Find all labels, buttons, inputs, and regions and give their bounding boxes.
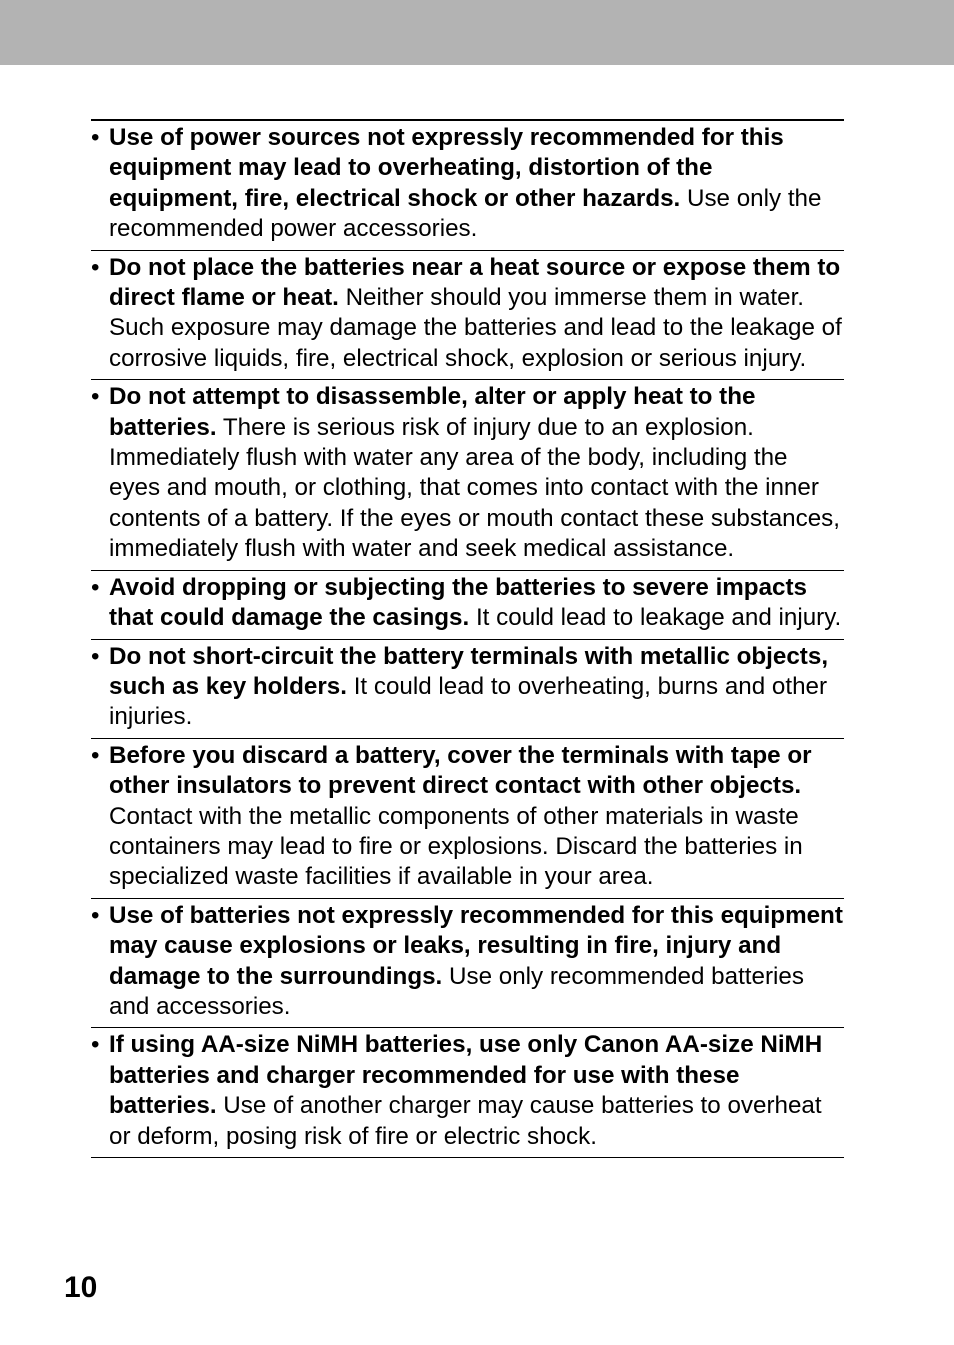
bullet: • [91,1031,100,1059]
bullet: • [91,573,100,601]
header-bar [0,0,954,65]
warning-bold-text: Use of batteries not expressly recommended for this equipment may cause explosions or leaks, resulting in fire, injury and damage to the surroundings. [109,901,843,990]
warning-text: It could lead to overheating, burns and other injuries. [109,672,828,731]
warning-text: Use only the recommended power accessories. [109,184,822,243]
warning-text: There is serious risk of injury due to an explosion. Immediately flush with water any area of the body, including the eyes and mouth, or clothing, that comes into contact with the inner contents of a battery. If the eyes or mouth contact these substances, immediately flush with water and seek medical assistance. [109,413,840,563]
warning-bold-text: Use of power sources not expressly recommended for this equipment may lead to overheating, distortion of the equipment, fire, electrical shock or other hazards. [109,124,784,212]
warning-text: Contact with the metallic components of other materials in waste containers may lead to fire or explosions. Discard the batteries in specialized waste facilities if available in your area. [109,802,803,891]
warning-bold-text: Before you discard a battery, cover the terminals with tape or other insulators to prevent direct contact with other objects. [109,741,812,800]
warning-list [91,119,844,1158]
warning-item [91,739,844,899]
bullet: • [91,741,100,769]
warning-item [91,380,844,570]
warning-item [91,899,844,1029]
warning-item [91,571,844,640]
warning-item [91,121,844,251]
warning-text: Use of another charger may cause batteries to overheat or deform, posing risk of fire or electric shock. [109,1092,822,1150]
warning-bold-text: If using AA-size NiMH batteries, use only Canon AA-size NiMH batteries and charger recommended for use with these batteries. [109,1031,823,1120]
bullet: • [91,901,100,929]
warning-item [91,251,844,381]
page-number: 10 [64,1271,98,1304]
warning-item [91,640,844,739]
warning-text: Neither should you immerse them in water. Such exposure may damage the batteries and lead to the leakage of corrosive liquids, fire, electrical shock, explosion or serious injury. [109,284,842,372]
warning-text: It could lead to leakage and injury. [475,604,842,632]
bullet: • [91,124,100,151]
bullet: • [91,383,100,411]
warning-bold-text: Do not short-circuit the battery terminals with metallic objects, such as key holders. [109,642,829,700]
warning-item [91,1028,844,1158]
warning-bold-text: Do not place the batteries near a heat source or expose them to direct flame or heat. [109,253,841,312]
warning-bold-text: Do not attempt to disassemble, alter or apply heat to the batteries. [109,383,756,441]
warning-bold-text: Avoid dropping or subjecting the batteries to severe impacts that could damage the casings. [109,573,807,632]
bullet: • [91,642,100,670]
warning-text: Use only recommended batteries and accessories. [109,962,804,1020]
bullet: • [91,253,100,281]
